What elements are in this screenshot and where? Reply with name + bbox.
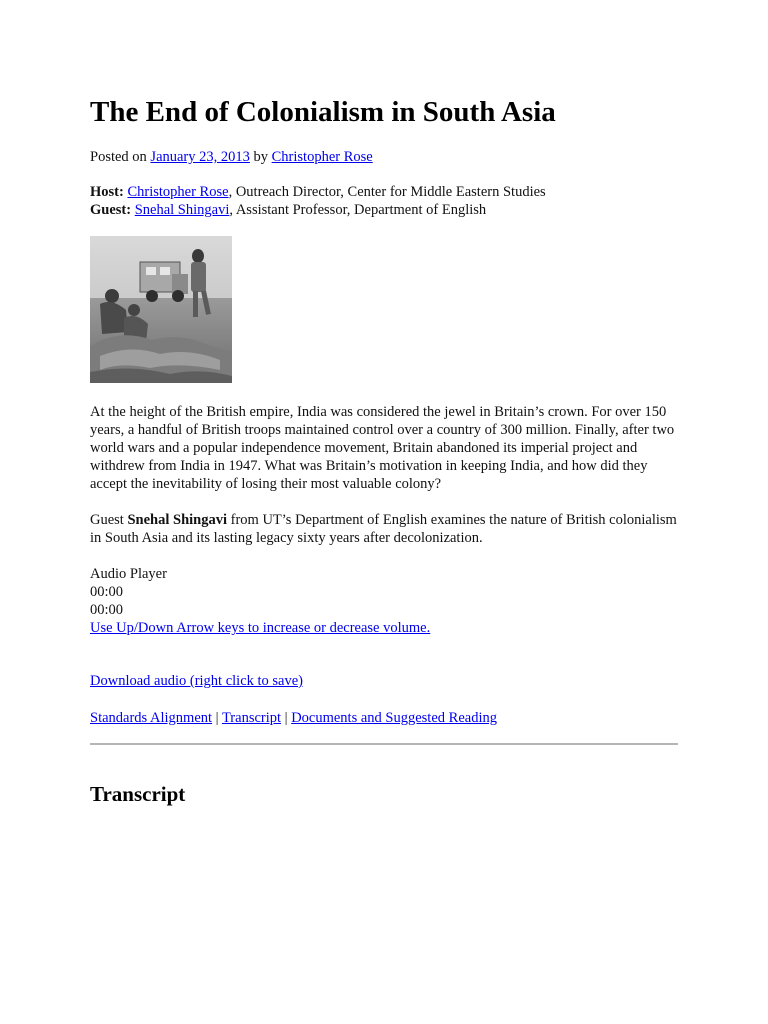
credits (90, 183, 680, 219)
article-title: The End of Colonialism in South Asia (90, 96, 556, 128)
host-line (90, 183, 680, 201)
audio-current-time: 00:00 (90, 584, 124, 600)
documents-reading-link[interactable]: Documents and Suggested Reading (291, 710, 497, 726)
audio-player (90, 565, 680, 637)
transcript-heading: Transcript (90, 782, 186, 806)
guest-name-link[interactable]: Snehal Shingavi (134, 202, 230, 218)
post-meta (90, 148, 680, 166)
guest-paragraph-prefix: Guest (90, 512, 128, 528)
audio-duration: 00:00 (90, 602, 124, 618)
link-separator: | (215, 710, 219, 726)
author-link[interactable]: Christopher Rose (271, 149, 373, 165)
intro-paragraph: At the height of the British empire, India was considered the jewel in Britain’s crown. For over 150 years, a handful of British troops maintained control over a country of 300 million. Finally, after two world wars and a popular independence movement, Britain abandoned its imperial project and withdrew from India in 1947. What was Britain’s motivation in keeping India, and how did they accept the inevitability of losing their most valuable colony? (90, 404, 675, 492)
posted-prefix: Posted on (90, 149, 147, 165)
guest-paragraph (90, 511, 680, 547)
guest-line (90, 201, 680, 219)
host-name-link[interactable]: Christopher Rose (127, 184, 229, 200)
audio-player-label: Audio Player (90, 566, 167, 582)
posted-date-link[interactable]: January 23, 2013 (150, 149, 250, 165)
guest-role: , Assistant Professor, Department of English (229, 202, 487, 218)
download-section (90, 672, 680, 690)
host-label: Host: (90, 184, 124, 200)
posted-by: by (253, 149, 269, 165)
standards-alignment-link[interactable]: Standards Alignment (90, 710, 213, 726)
host-role: , Outreach Director, Center for Middle Eastern Studies (228, 184, 546, 200)
link-separator: | (284, 710, 288, 726)
guest-label: Guest: (90, 202, 132, 218)
volume-hint-link[interactable]: Use Up/Down Arrow keys to increase or decrease volume. (90, 620, 431, 636)
download-audio-link[interactable]: Download audio (right click to save) (90, 673, 304, 689)
guest-paragraph-name: Snehal Shingavi (127, 512, 228, 528)
historical-photo (90, 236, 232, 383)
section-divider (90, 743, 678, 745)
related-links (90, 709, 680, 727)
guest-paragraph-suffix: from UT’s Department of English examines the nature of British colonialism in South Asia and its lasting legacy sixty years after decolonization. (90, 512, 677, 546)
transcript-link[interactable]: Transcript (221, 710, 282, 726)
article (90, 94, 680, 807)
